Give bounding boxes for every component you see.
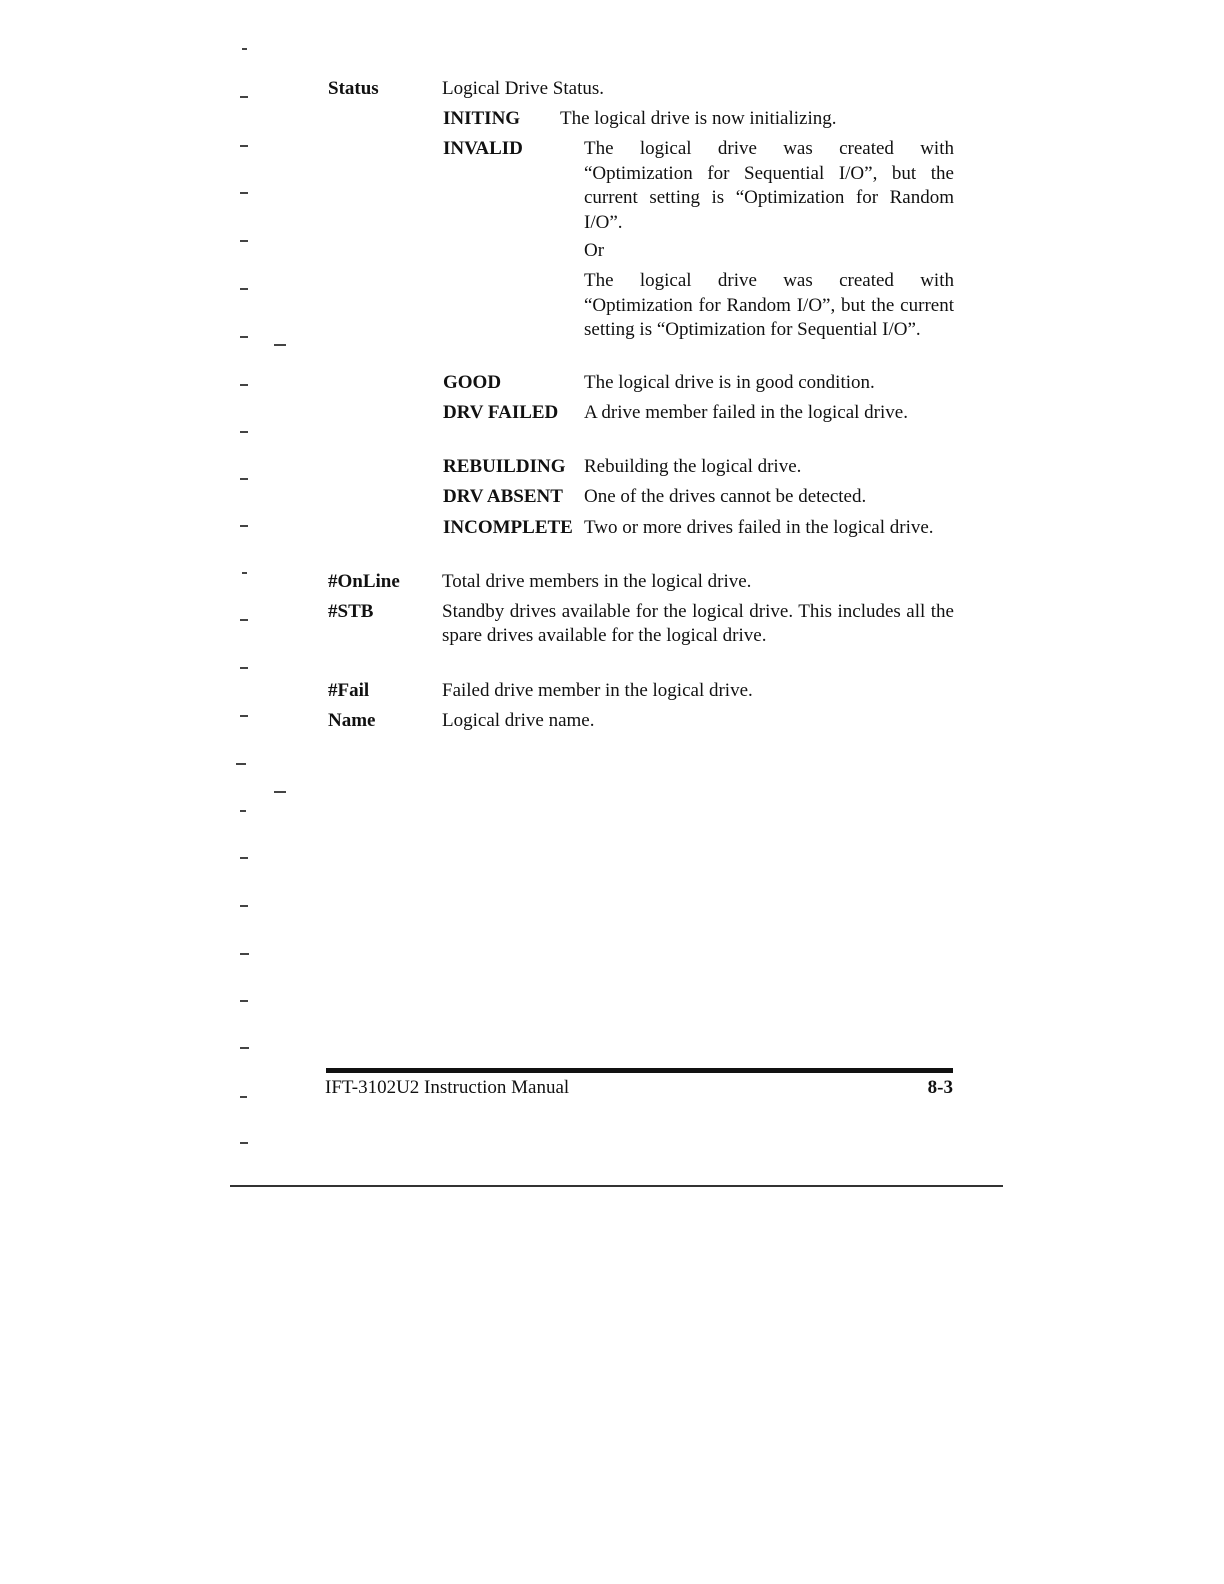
scan-mark [240, 336, 248, 338]
scan-mark [240, 810, 246, 812]
scan-mark [240, 857, 248, 859]
scan-mark [240, 667, 248, 669]
scan-mark [240, 1096, 247, 1098]
state-good-description: The logical drive is in good condition. [584, 372, 875, 393]
name-description: Logical drive name. [442, 710, 595, 731]
scan-mark [240, 96, 248, 98]
state-drv-failed-term: DRV FAILED [443, 402, 559, 423]
scan-mark [240, 240, 248, 242]
scan-mark [240, 525, 248, 527]
state-invalid-description: The logical drive was created with “Optimization for Sequential I/O”, but the current setting is “Optimization for Random I/O”. [584, 138, 954, 233]
scan-mark [240, 905, 248, 907]
status-description: Logical Drive Status. [442, 78, 604, 99]
scan-mark [240, 715, 248, 717]
online-term: #OnLine [328, 571, 400, 592]
scan-mark [240, 384, 248, 386]
scan-edge-line [230, 1185, 1003, 1187]
state-initing-term: INITING [443, 108, 521, 129]
state-rebuilding-description: Rebuilding the logical drive. [584, 456, 802, 477]
stb-description: Standby drives available for the logical drive. This includes all the spare drives available for the logical drive. [442, 601, 954, 646]
scan-mark [240, 192, 248, 194]
scan-mark [240, 288, 248, 290]
scan-mark [240, 478, 248, 480]
stb-term: #STB [328, 601, 374, 622]
fail-term: #Fail [328, 680, 370, 701]
manual-title: IFT-3102U2 Instruction Manual [325, 1077, 570, 1098]
scan-mark [242, 572, 247, 574]
state-rebuilding-term: REBUILDING [443, 456, 566, 477]
scan-mark [240, 431, 248, 433]
scan-mark [240, 953, 249, 955]
scan-mark [274, 344, 286, 346]
footer-rule [326, 1068, 953, 1073]
scan-mark [236, 763, 246, 765]
status-term: Status [328, 78, 379, 99]
scan-mark [242, 48, 247, 50]
scan-mark [240, 619, 248, 621]
state-incomplete-description: Two or more drives failed in the logical drive. [584, 517, 934, 538]
state-drv-absent-description: One of the drives cannot be detected. [584, 486, 867, 507]
scan-mark [240, 1142, 248, 1144]
scan-mark [240, 1000, 248, 1002]
state-initing-description: The logical drive is now initializing. [560, 108, 837, 129]
state-incomplete-term: INCOMPLETE [443, 517, 573, 538]
state-drv-failed-description: A drive member failed in the logical drive. [584, 402, 908, 423]
state-good-term: GOOD [443, 372, 502, 393]
fail-description: Failed drive member in the logical drive. [442, 680, 753, 701]
state-invalid-alt-description: The logical drive was created with “Optimization for Random I/O”, but the current setting is “Optimization for Sequential I/O”. [584, 270, 954, 340]
scan-mark [240, 1047, 249, 1049]
scan-mark [274, 791, 286, 793]
state-invalid-term: INVALID [443, 138, 523, 159]
state-invalid-or: Or [584, 240, 605, 261]
online-description: Total drive members in the logical drive. [442, 571, 752, 592]
scan-mark [240, 145, 248, 147]
page-number: 8-3 [927, 1077, 953, 1098]
name-term: Name [328, 710, 376, 731]
state-drv-absent-term: DRV ABSENT [443, 486, 563, 507]
